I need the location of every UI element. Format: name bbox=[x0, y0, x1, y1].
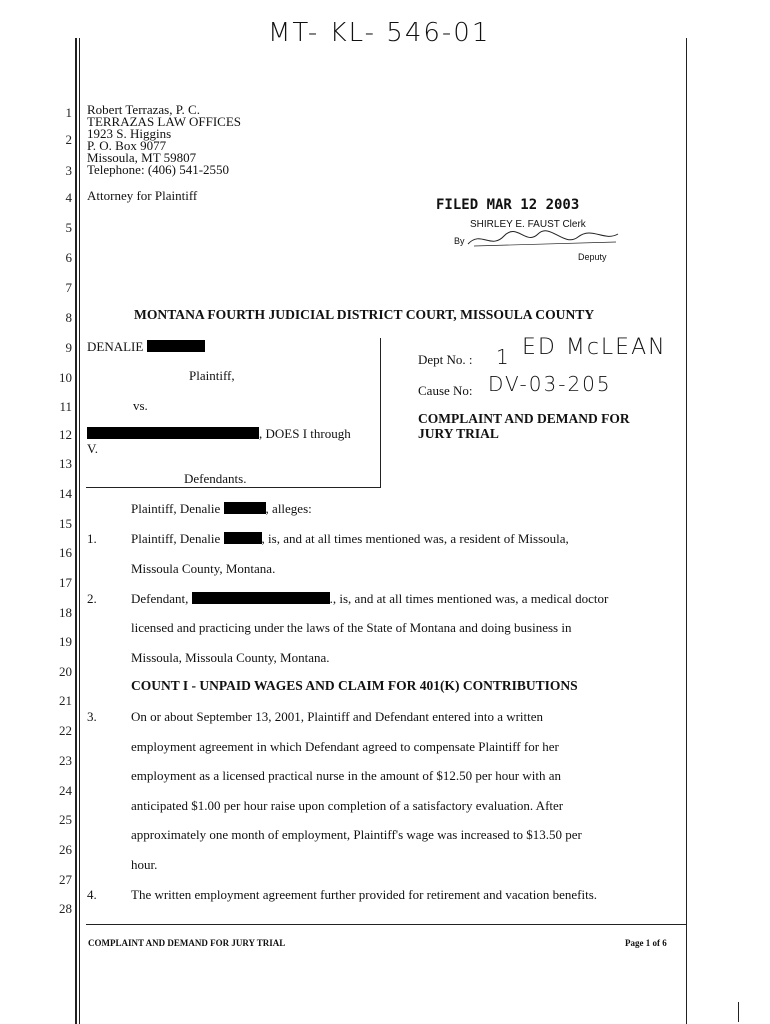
line-number: 6 bbox=[65, 250, 72, 265]
document-title-line-1: COMPLAINT AND DEMAND FOR bbox=[418, 411, 630, 426]
paragraph-3-line: employment as a licensed practical nurse in the amount of $12.50 per hour with an bbox=[131, 768, 561, 784]
attorney-firm: TERRAZAS LAW OFFICES bbox=[87, 114, 242, 129]
footer-rule bbox=[86, 924, 686, 925]
line-number: 7 bbox=[65, 280, 72, 295]
cause-label: Cause No: bbox=[418, 383, 473, 398]
attorney-name: Robert Terrazas, P. C. bbox=[87, 102, 200, 117]
dept-number-handwritten: 1 bbox=[496, 345, 511, 369]
footer-title: COMPLAINT AND DEMAND FOR JURY TRIAL bbox=[88, 938, 286, 948]
paragraph-2-line-3: Missoula, Missoula County, Montana. bbox=[131, 650, 330, 665]
line-number: 17 bbox=[59, 575, 72, 590]
line-number: 8 bbox=[65, 310, 72, 325]
stamp-deputy: Deputy bbox=[578, 252, 607, 262]
stamp-by: By bbox=[454, 236, 465, 246]
line-number: 14 bbox=[59, 486, 72, 501]
line-number: 28 bbox=[59, 901, 72, 916]
paragraph-3-line: hour. bbox=[131, 857, 158, 872]
paragraph-4-line-1: The written employment agreement further provided for retirement and vacation benefits. bbox=[131, 887, 598, 902]
intro-text-b: , alleges: bbox=[265, 501, 312, 516]
line-number: 15 bbox=[59, 516, 72, 531]
line-number: 5 bbox=[65, 220, 72, 235]
paragraph-2-line-2: licensed and practicing under the laws of the State of Montana and doing business in bbox=[131, 620, 572, 635]
right-margin-rule bbox=[686, 38, 687, 1024]
filed-stamp: FILED MAR 12 2003 bbox=[436, 197, 580, 213]
dept-label: Dept No. : bbox=[418, 352, 473, 367]
p1-text-b: , is, and at all times mentioned was, a resident of Missoula, bbox=[261, 531, 569, 546]
paragraph-1-line-2: Missoula County, Montana. bbox=[131, 561, 276, 576]
paragraph-3-line: anticipated $1.00 per hour raise upon completion of a satisfactory evaluation. After bbox=[131, 797, 564, 813]
line-number: 2 bbox=[65, 132, 72, 147]
defendants-label: Defendants. bbox=[184, 471, 247, 486]
caption-vertical-rule bbox=[380, 338, 381, 488]
line-number: 21 bbox=[59, 693, 72, 708]
line-number: 1 bbox=[65, 105, 72, 120]
judge-name-handwritten: ED McLEAN bbox=[522, 335, 667, 360]
line-number: 24 bbox=[59, 783, 72, 798]
line-number: 9 bbox=[65, 340, 72, 355]
attorney-role: Attorney for Plaintiff bbox=[87, 188, 198, 203]
line-number: 25 bbox=[59, 812, 72, 827]
line-number: 26 bbox=[59, 842, 72, 857]
paragraph-3-line: On or about September 13, 2001, Plaintiff and Defendant entered into a written bbox=[131, 709, 544, 724]
attorney-city: Missoula, MT 59807 bbox=[87, 150, 197, 165]
count-heading: COUNT I - UNPAID WAGES AND CLAIM FOR 401(K) CONTRIBUTIONS bbox=[131, 678, 578, 693]
left-margin-rule bbox=[75, 38, 77, 1024]
caption-plaintiff bbox=[87, 339, 205, 355]
redaction-box bbox=[224, 532, 262, 544]
p1-text-a: Plaintiff, Denalie bbox=[131, 531, 221, 546]
paragraph-2-line-1 bbox=[131, 591, 608, 607]
plaintiff-label: Plaintiff, bbox=[189, 368, 235, 383]
paragraph-2-number: 2. bbox=[87, 591, 97, 606]
paragraph-4-number: 4. bbox=[87, 887, 97, 902]
intro-line bbox=[131, 501, 312, 517]
cause-number-handwritten: DV-03-205 bbox=[488, 372, 612, 396]
redaction-box bbox=[224, 502, 266, 514]
paragraph-1-number: 1. bbox=[87, 531, 97, 546]
clerk-name: SHIRLEY E. FAUST Clerk bbox=[470, 219, 586, 230]
court-title: MONTANA FOURTH JUDICIAL DISTRICT COURT, MISSOULA COUNTY bbox=[134, 307, 595, 322]
does-text: , DOES I through bbox=[259, 426, 351, 441]
redaction-box bbox=[87, 427, 259, 439]
line-number: 22 bbox=[59, 723, 72, 738]
p2-text-b: ., is, and at all times mentioned was, a medical doctor bbox=[329, 591, 609, 606]
paragraph-1-line-1 bbox=[131, 531, 569, 547]
caption-defendant bbox=[87, 426, 351, 442]
line-number: 18 bbox=[59, 605, 72, 620]
line-number: 11 bbox=[59, 399, 72, 414]
redaction-box bbox=[192, 592, 330, 604]
left-margin-rule-inner bbox=[79, 38, 80, 1024]
redaction-box bbox=[147, 340, 205, 352]
line-number: 16 bbox=[59, 545, 72, 560]
line-number: 10 bbox=[59, 370, 72, 385]
line-number: 19 bbox=[59, 634, 72, 649]
line-number: 20 bbox=[59, 664, 72, 679]
plaintiff-name: DENALIE bbox=[87, 339, 144, 354]
scan-mark bbox=[738, 1002, 739, 1022]
line-number: 12 bbox=[59, 427, 72, 442]
paragraph-3-line: approximately one month of employment, Plaintiff's wage was increased to $13.50 per bbox=[131, 827, 582, 843]
line-number: 13 bbox=[59, 456, 72, 471]
v-line: V. bbox=[87, 441, 98, 456]
paragraph-3-number: 3. bbox=[87, 709, 97, 724]
line-number: 27 bbox=[59, 872, 72, 887]
document-id-handwritten: MT- KL- 546-01 bbox=[268, 18, 491, 48]
line-number: 4 bbox=[65, 190, 72, 205]
line-number: 3 bbox=[65, 163, 72, 178]
attorney-street: 1923 S. Higgins bbox=[87, 126, 172, 141]
intro-text-a: Plaintiff, Denalie bbox=[131, 501, 221, 516]
versus-label: vs. bbox=[133, 398, 148, 413]
p2-text-a: Defendant, bbox=[131, 591, 189, 606]
footer-page: Page 1 of 6 bbox=[625, 938, 667, 948]
caption-bottom-rule bbox=[86, 487, 381, 488]
attorney-phone: Telephone: (406) 541-2550 bbox=[87, 162, 230, 177]
line-number: 23 bbox=[59, 753, 72, 768]
paragraph-3-line: employment agreement in which Defendant agreed to compensate Plaintiff for her bbox=[131, 738, 559, 754]
document-title-line-2: JURY TRIAL bbox=[418, 426, 499, 441]
clerk-signature bbox=[466, 228, 621, 250]
attorney-po-box: P. O. Box 9077 bbox=[87, 138, 167, 153]
